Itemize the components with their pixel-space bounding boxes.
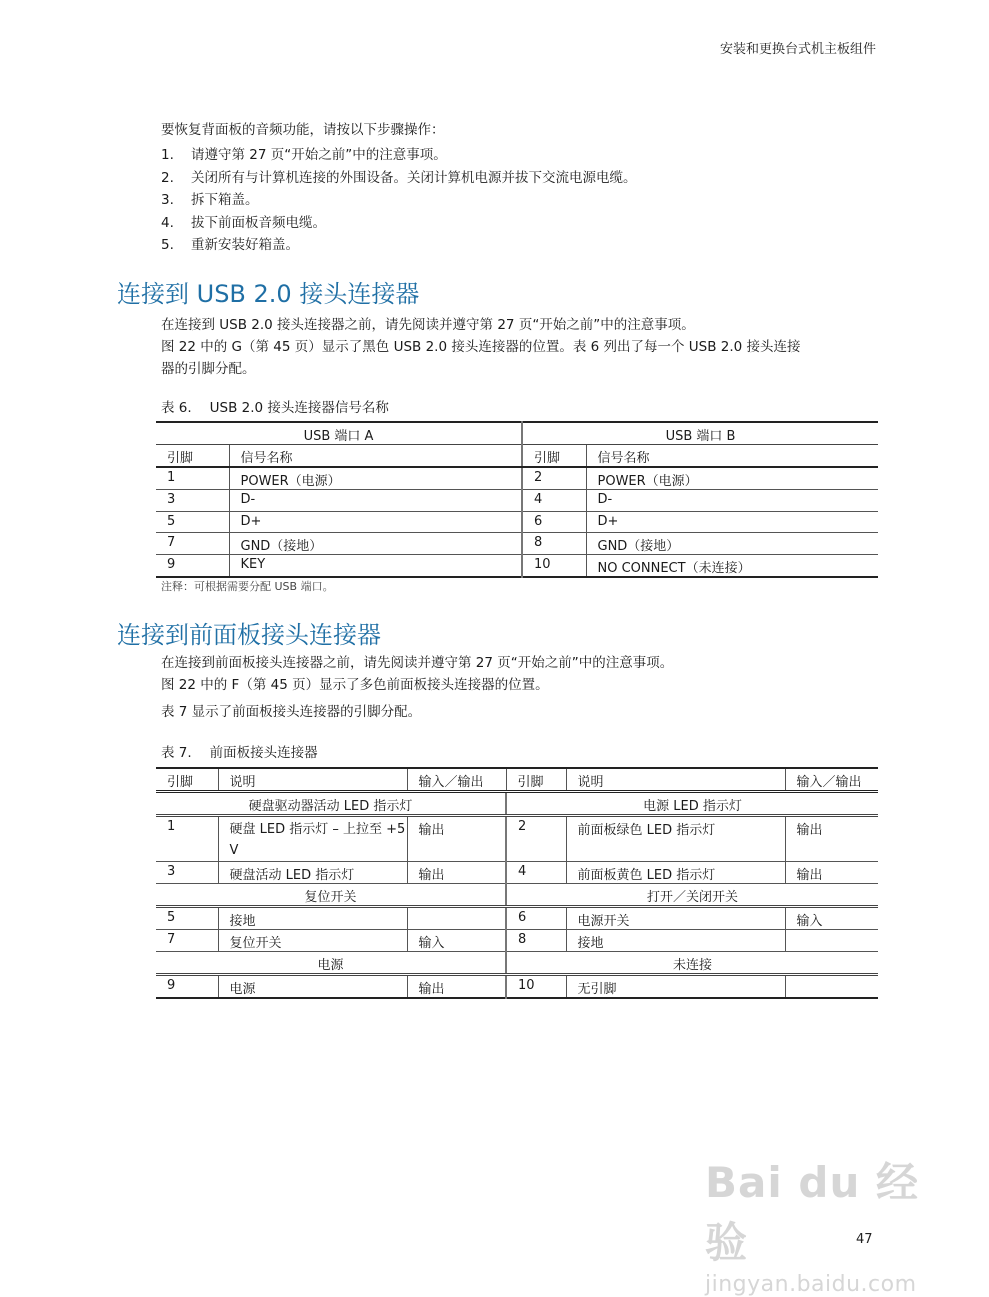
io-cell <box>407 907 506 930</box>
pin-cell: 5 <box>156 511 229 533</box>
front-panel-pin-table <box>156 767 878 999</box>
front-panel-para-3: 表 7 显示了前面板接头连接器的引脚分配。 <box>161 704 422 720</box>
table-7-title: 前面板接头连接器 <box>209 745 318 761</box>
group-header: 复位开关 <box>156 884 506 907</box>
table-row <box>156 533 878 555</box>
col-pin: 引脚 <box>506 768 566 792</box>
signal-cell: D- <box>586 490 878 512</box>
col-desc: 说明 <box>566 768 785 792</box>
io-cell: 输出 <box>785 816 878 862</box>
signal-cell: KEY <box>229 555 522 578</box>
running-header: 安装和更换台式机主板组件 <box>719 42 876 57</box>
table-row <box>156 511 878 533</box>
step-text: 重新安装好箱盖。 <box>191 237 299 253</box>
col-pin: 引脚 <box>156 445 229 468</box>
table-6-label: 表 6. <box>161 400 192 416</box>
desc-cell: 接地 <box>218 907 407 930</box>
usb-para-2: 图 22 中的 G（第 45 页）显示了黑色 USB 2.0 接头连接器的位置。表 6 列出了每一个 USB 2.0 接头连接器的引脚分配。 <box>161 339 801 377</box>
table-row <box>156 467 878 490</box>
table-6-title: USB 2.0 接头连接器信号名称 <box>209 400 389 416</box>
step-text: 关闭所有与计算机连接的外围设备。关闭计算机电源并拔下交流电源电缆。 <box>191 169 637 186</box>
baidu-jingyan-watermark <box>705 1150 935 1297</box>
pin-cell: 10 <box>522 555 586 578</box>
pin-cell: 9 <box>167 978 176 993</box>
pin-cell: 4 <box>506 862 566 884</box>
col-signal: 信号名称 <box>586 445 878 468</box>
step-text: 拆下箱盖。 <box>191 192 259 208</box>
pin-cell: 7 <box>156 930 218 952</box>
step-number: 3. <box>161 192 174 208</box>
table-row <box>156 490 878 512</box>
table-row <box>156 555 878 578</box>
pin-cell: 1 <box>156 816 218 862</box>
desc-cell: 无引脚 <box>566 975 785 999</box>
col-io: 输入／输出 <box>785 768 878 792</box>
io-cell: 输出 <box>407 975 506 999</box>
pin-cell: 2 <box>506 816 566 862</box>
step-item <box>161 189 637 212</box>
table-6-note: 注释：可根据需要分配 USB 端口。 <box>161 580 334 593</box>
pin-cell: 9 <box>167 557 176 572</box>
step-text: 请遵守第 27 页“开始之前”中的注意事项。 <box>191 147 447 163</box>
table-row <box>156 816 878 862</box>
io-cell: 输出 <box>407 862 506 884</box>
col-pin: 引脚 <box>522 445 586 468</box>
watermark-url: jingyan.baidu.com <box>705 1272 917 1297</box>
io-cell <box>785 975 878 999</box>
pin-cell: 6 <box>522 511 586 533</box>
table-row <box>156 907 878 930</box>
pin-cell: 4 <box>522 490 586 512</box>
pin-cell: 8 <box>522 533 586 555</box>
group-header: 未连接 <box>506 952 878 975</box>
step-item <box>161 144 637 167</box>
step-item <box>161 234 637 257</box>
group-header: 打开／关闭开关 <box>506 884 878 907</box>
io-cell: 输入 <box>785 907 878 930</box>
pin-cell: 7 <box>156 533 229 555</box>
table-6-caption <box>161 396 389 416</box>
front-panel-para-2: 图 22 中的 F（第 45 页）显示了多色前面板接头连接器的位置。 <box>161 677 549 693</box>
step-item <box>161 212 637 235</box>
desc-cell: 硬盘活动 LED 指示灯 <box>218 862 407 884</box>
desc-cell: 复位开关 <box>218 930 407 952</box>
step-number: 1. <box>161 147 174 163</box>
pin-cell: 10 <box>506 975 566 999</box>
pin-cell: 2 <box>522 467 586 490</box>
desc-cell: 前面板黄色 LED 指示灯 <box>566 862 785 884</box>
audio-steps <box>161 144 637 257</box>
step-text: 拔下前面板音频电缆。 <box>191 214 326 231</box>
desc-cell: 电源 <box>218 975 407 999</box>
pin-cell: 6 <box>506 907 566 930</box>
usb-para-1: 在连接到 USB 2.0 接头连接器之前，请先阅读并遵守第 27 页“开始之前”中的注意事项。 <box>161 317 695 333</box>
table-row <box>156 930 878 952</box>
step-number: 5. <box>161 237 174 253</box>
usb-section-title: 连接到 USB 2.0 接头连接器 <box>117 280 420 308</box>
io-cell <box>785 930 878 952</box>
col-io: 输入／输出 <box>407 768 506 792</box>
watermark-logo: Bai du 经验 <box>705 1158 919 1267</box>
front-panel-section-title: 连接到前面板接头连接器 <box>117 621 381 649</box>
desc-cell: 电源开关 <box>566 907 785 930</box>
table-7-caption <box>161 741 318 761</box>
io-cell: 输出 <box>785 862 878 884</box>
signal-cell: GND（接地） <box>229 533 522 555</box>
table-row <box>156 862 878 884</box>
signal-cell: POWER（电源） <box>586 467 878 490</box>
table-row <box>156 975 878 999</box>
signal-cell: D- <box>229 490 522 512</box>
desc-cell: 接地 <box>566 930 785 952</box>
pin-cell: 8 <box>506 930 566 952</box>
page-number: 47 <box>856 1232 873 1247</box>
usb-pin-table <box>156 421 878 578</box>
pin-cell: 3 <box>156 862 218 884</box>
io-cell: 输出 <box>407 816 506 862</box>
step-item <box>161 167 637 190</box>
step-number: 4. <box>161 214 174 231</box>
desc-cell: 前面板绿色 LED 指示灯 <box>566 816 785 862</box>
col-desc: 说明 <box>218 768 407 792</box>
audio-intro: 要恢复背面板的音频功能，请按以下步骤操作： <box>161 122 445 138</box>
pin-cell: 3 <box>156 490 229 512</box>
desc-cell: 硬盘 LED 指示灯 – 上拉至 +5 V <box>218 816 407 862</box>
group-header: 电源 LED 指示灯 <box>506 792 878 816</box>
table-7-label: 表 7. <box>161 745 192 761</box>
step-number: 2. <box>161 169 174 186</box>
signal-cell: GND（接地） <box>586 533 878 555</box>
group-header: 硬盘驱动器活动 LED 指示灯 <box>156 792 506 816</box>
signal-cell: D+ <box>586 511 878 533</box>
port-a-header: USB 端口 A <box>156 422 522 445</box>
group-header: 电源 <box>156 952 506 975</box>
pin-cell: 1 <box>156 467 229 490</box>
front-panel-para-1: 在连接到前面板接头连接器之前，请先阅读并遵守第 27 页“开始之前”中的注意事项。 <box>161 655 674 671</box>
io-cell: 输入 <box>407 930 506 952</box>
port-b-header: USB 端口 B <box>522 422 878 445</box>
signal-cell: POWER（电源） <box>229 467 522 490</box>
pin-cell: 5 <box>156 907 218 930</box>
signal-cell: D+ <box>229 511 522 533</box>
col-pin: 引脚 <box>156 768 218 792</box>
signal-cell: NO CONNECT（未连接） <box>586 555 878 578</box>
col-signal: 信号名称 <box>229 445 522 468</box>
